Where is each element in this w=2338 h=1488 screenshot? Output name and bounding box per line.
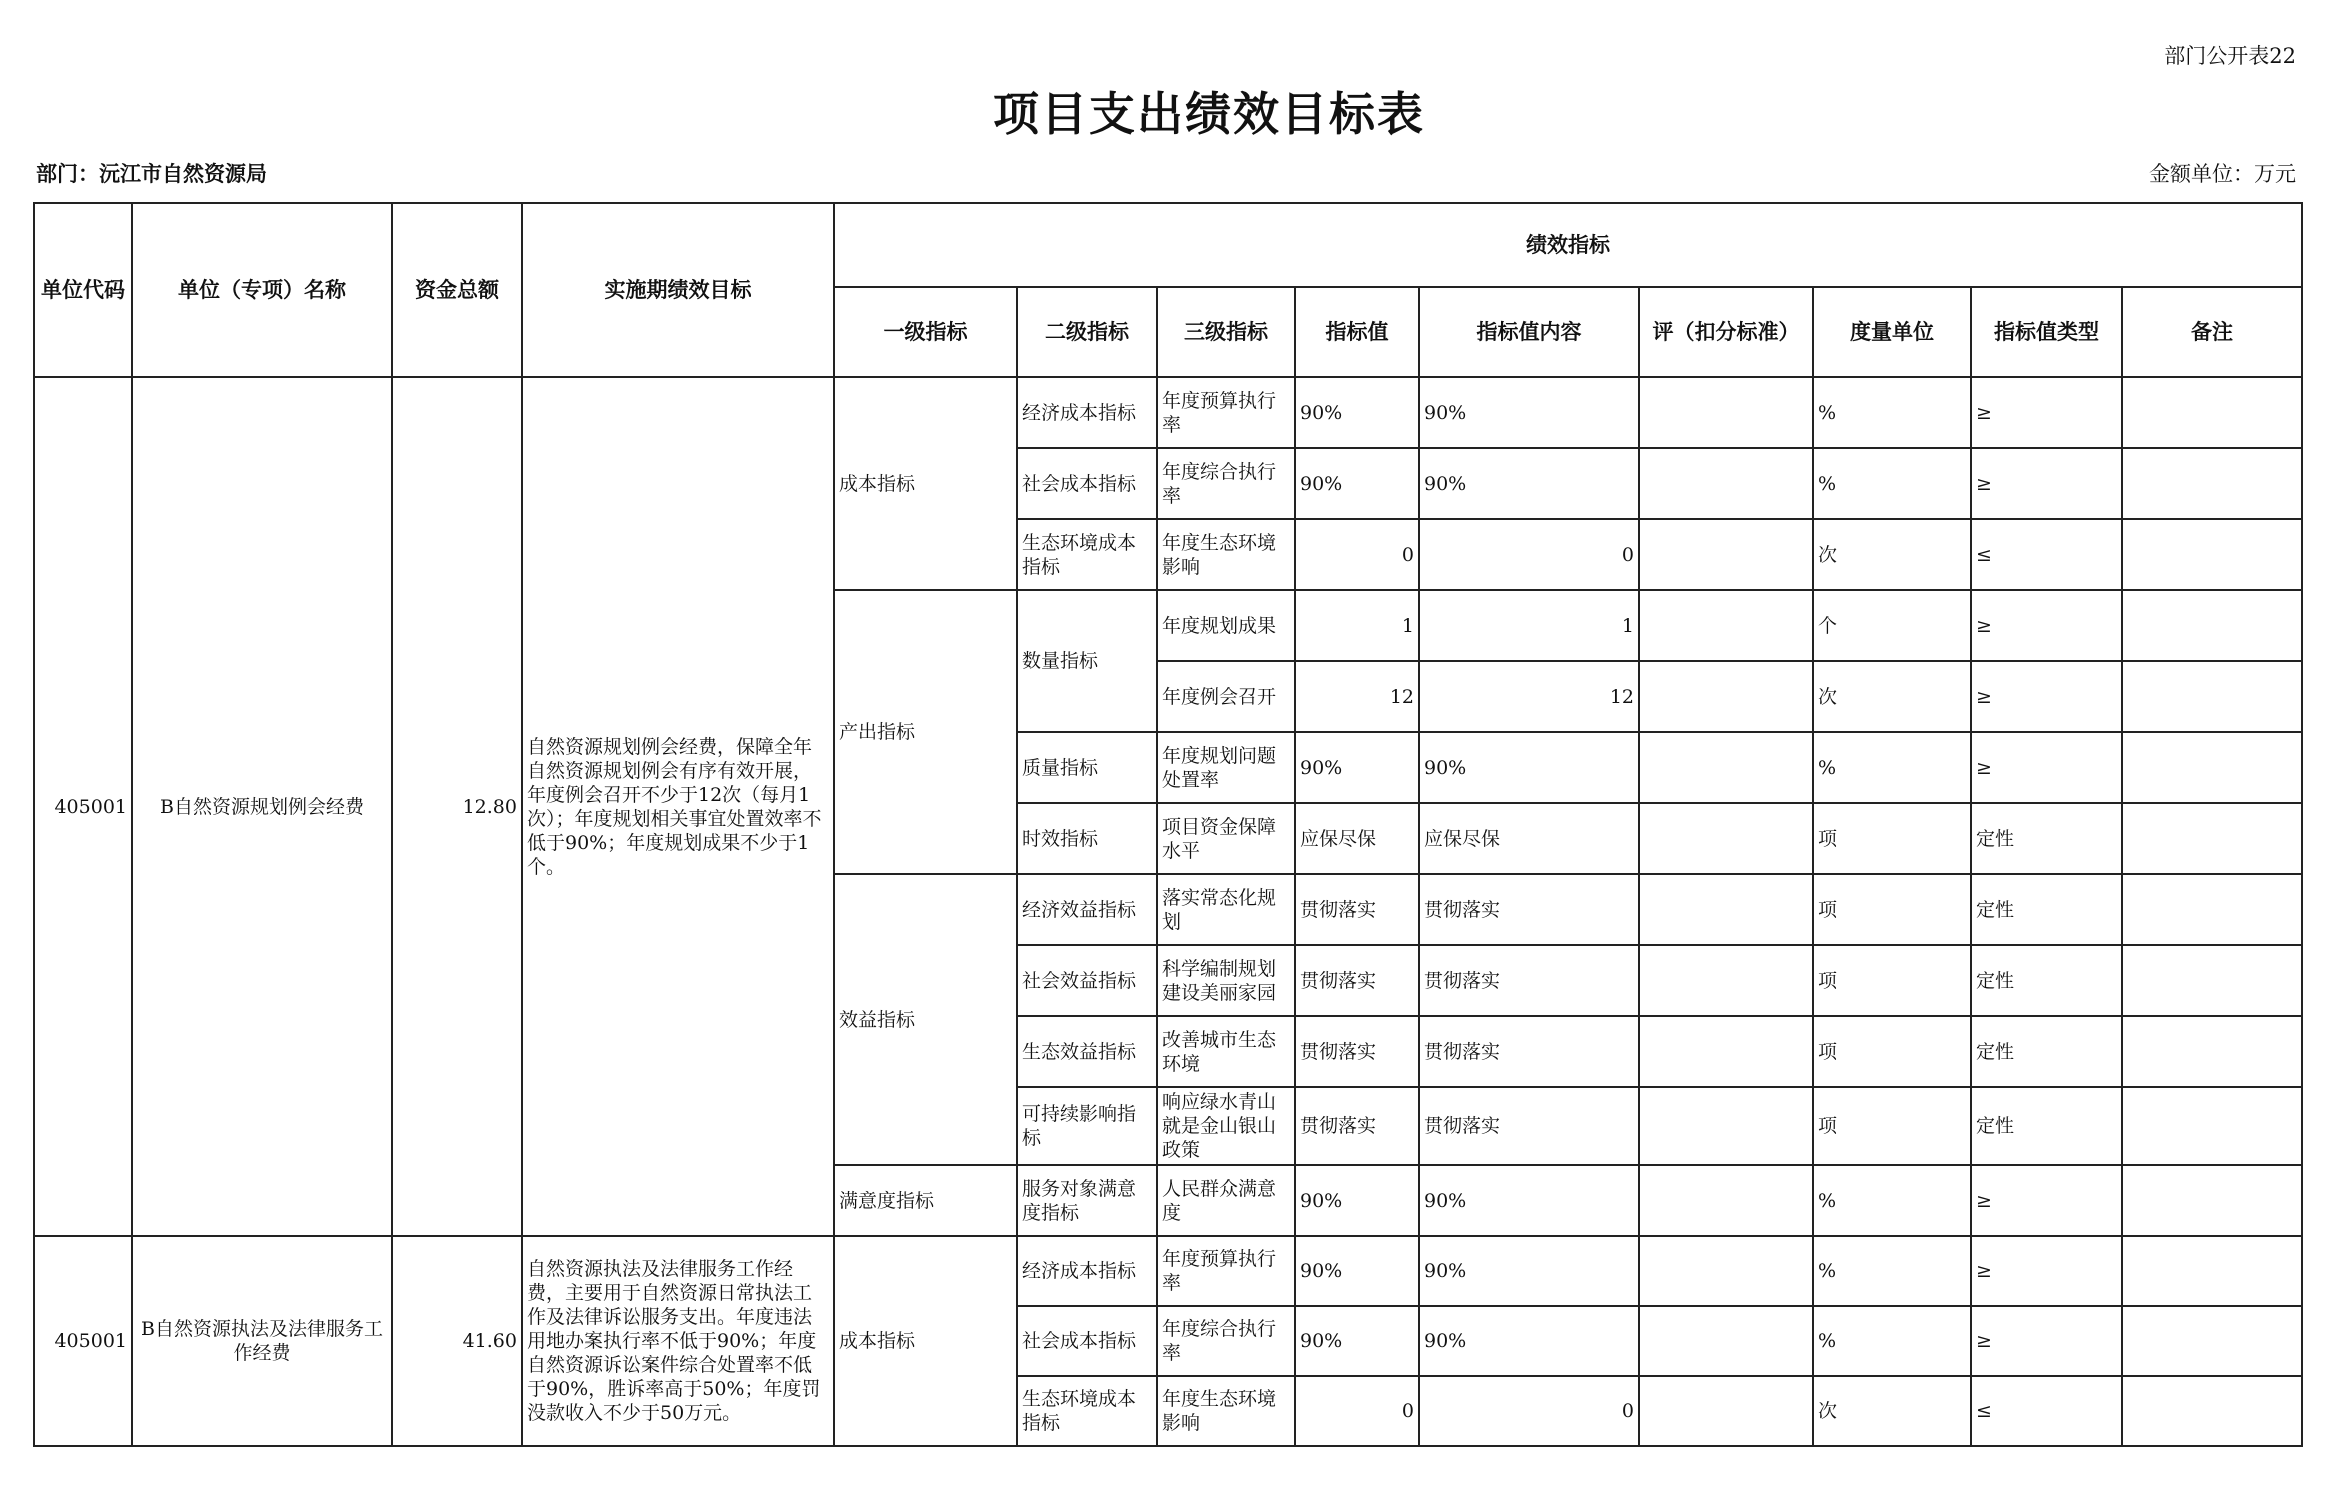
score-standard: [1639, 1016, 1813, 1087]
level2-indicator: 经济成本指标: [1017, 377, 1157, 448]
indicator-value: 贯彻落实: [1295, 945, 1419, 1016]
score-standard: [1639, 1236, 1813, 1306]
remark: [2122, 803, 2302, 874]
unit-code: 405001: [34, 377, 132, 1236]
value-type: ≥: [1971, 1236, 2122, 1306]
value-type: ≥: [1971, 1306, 2122, 1376]
header-content: 指标值内容: [1419, 287, 1639, 377]
value-type: ≥: [1971, 1165, 2122, 1236]
performance-goal: 自然资源执法及法律服务工作经费，主要用于自然资源日常执法工作及法律诉讼服务支出。年度违法用地办案执行率不低于90%；年度自然资源诉讼案件综合处置率不低于90%，胜诉率高于50%；年度罚没款收入不少于50万元。: [522, 1236, 834, 1446]
measure-unit: %: [1813, 1165, 1971, 1236]
form-number: 部门公开表22: [2164, 44, 2296, 68]
score-standard: [1639, 377, 1813, 448]
indicator-content: 90%: [1419, 1165, 1639, 1236]
remark: [2122, 1306, 2302, 1376]
value-type: 定性: [1971, 1087, 2122, 1165]
header-value-type: 指标值类型: [1971, 287, 2122, 377]
indicator-value: 0: [1295, 1376, 1419, 1446]
header-name: 单位（专项）名称: [132, 203, 392, 377]
value-type: ≥: [1971, 590, 2122, 661]
level1-indicator: 成本指标: [834, 1236, 1017, 1446]
indicator-value: 贯彻落实: [1295, 874, 1419, 945]
value-type: ≥: [1971, 661, 2122, 732]
performance-table: [33, 202, 2303, 1447]
header-level3: 三级指标: [1157, 287, 1295, 377]
table-row: [34, 1236, 2302, 1306]
measure-unit: 次: [1813, 1376, 1971, 1446]
performance-goal: 自然资源规划例会经费，保障全年自然资源规划例会有序有效开展，年度例会召开不少于12次（每月1次）；年度规划相关事宜处置效率不低于90%；年度规划成果不少于1个。: [522, 377, 834, 1236]
indicator-value: 0: [1295, 519, 1419, 590]
header-total: 资金总额: [392, 203, 522, 377]
project-name: B自然资源规划例会经费: [132, 377, 392, 1236]
score-standard: [1639, 803, 1813, 874]
level3-indicator: 年度规划问题处置率: [1157, 732, 1295, 803]
remark: [2122, 732, 2302, 803]
indicator-value: 90%: [1295, 1236, 1419, 1306]
amount-unit-label: 金额单位：万元: [2149, 162, 2296, 186]
header-measure: 度量单位: [1813, 287, 1971, 377]
level3-indicator: 响应绿水青山就是金山银山政策: [1157, 1087, 1295, 1165]
indicator-value: 贯彻落实: [1295, 1016, 1419, 1087]
level3-indicator: 改善城市生态环境: [1157, 1016, 1295, 1087]
indicator-content: 90%: [1419, 377, 1639, 448]
indicator-content: 12: [1419, 661, 1639, 732]
level3-indicator: 年度规划成果: [1157, 590, 1295, 661]
remark: [2122, 448, 2302, 519]
measure-unit: %: [1813, 732, 1971, 803]
header-goal: 实施期绩效目标: [522, 203, 834, 377]
value-type: 定性: [1971, 874, 2122, 945]
level3-indicator: 科学编制规划建设美丽家园: [1157, 945, 1295, 1016]
header-score: 评（扣分标准）: [1639, 287, 1813, 377]
measure-unit: 个: [1813, 590, 1971, 661]
measure-unit: 次: [1813, 661, 1971, 732]
remark: [2122, 874, 2302, 945]
level2-indicator: 社会效益指标: [1017, 945, 1157, 1016]
level2-indicator: 服务对象满意度指标: [1017, 1165, 1157, 1236]
score-standard: [1639, 1087, 1813, 1165]
remark: [2122, 519, 2302, 590]
score-standard: [1639, 590, 1813, 661]
indicator-content: 0: [1419, 1376, 1639, 1446]
level2-indicator: 社会成本指标: [1017, 448, 1157, 519]
remark: [2122, 377, 2302, 448]
fund-total: 41.60: [392, 1236, 522, 1446]
measure-unit: %: [1813, 448, 1971, 519]
level1-indicator: 产出指标: [834, 590, 1017, 874]
indicator-value: 90%: [1295, 377, 1419, 448]
indicator-content: 贯彻落实: [1419, 945, 1639, 1016]
value-type: 定性: [1971, 945, 2122, 1016]
indicator-value: 应保尽保: [1295, 803, 1419, 874]
page-title: 项目支出绩效目标表: [993, 87, 1425, 141]
header-code: 单位代码: [34, 203, 132, 377]
value-type: 定性: [1971, 803, 2122, 874]
level2-indicator: 经济效益指标: [1017, 874, 1157, 945]
remark: [2122, 1236, 2302, 1306]
level2-indicator: 生态环境成本指标: [1017, 1376, 1157, 1446]
indicator-value: 90%: [1295, 448, 1419, 519]
level1-indicator: 满意度指标: [834, 1165, 1017, 1236]
remark: [2122, 1087, 2302, 1165]
remark: [2122, 661, 2302, 732]
measure-unit: %: [1813, 377, 1971, 448]
indicator-value: 90%: [1295, 1165, 1419, 1236]
measure-unit: %: [1813, 1236, 1971, 1306]
value-type: ≤: [1971, 1376, 2122, 1446]
score-standard: [1639, 1165, 1813, 1236]
level3-indicator: 人民群众满意度: [1157, 1165, 1295, 1236]
level1-indicator: 成本指标: [834, 377, 1017, 590]
indicator-content: 90%: [1419, 732, 1639, 803]
header-value: 指标值: [1295, 287, 1419, 377]
indicator-content: 应保尽保: [1419, 803, 1639, 874]
value-type: ≥: [1971, 732, 2122, 803]
indicator-content: 90%: [1419, 448, 1639, 519]
table-row: [34, 377, 2302, 448]
level3-indicator: 年度例会召开: [1157, 661, 1295, 732]
measure-unit: 项: [1813, 1016, 1971, 1087]
score-standard: [1639, 1376, 1813, 1446]
remark: [2122, 1016, 2302, 1087]
remark: [2122, 1376, 2302, 1446]
score-standard: [1639, 1306, 1813, 1376]
indicator-content: 90%: [1419, 1306, 1639, 1376]
unit-code: 405001: [34, 1236, 132, 1446]
indicator-value: 90%: [1295, 732, 1419, 803]
level2-indicator: 生态效益指标: [1017, 1016, 1157, 1087]
level3-indicator: 落实常态化规划: [1157, 874, 1295, 945]
value-type: 定性: [1971, 1016, 2122, 1087]
indicator-content: 0: [1419, 519, 1639, 590]
score-standard: [1639, 448, 1813, 519]
indicator-content: 贯彻落实: [1419, 1087, 1639, 1165]
remark: [2122, 945, 2302, 1016]
level2-indicator: 时效指标: [1017, 803, 1157, 874]
score-standard: [1639, 519, 1813, 590]
level2-indicator: 可持续影响指标: [1017, 1087, 1157, 1165]
level2-indicator: 社会成本指标: [1017, 1306, 1157, 1376]
level2-indicator: 经济成本指标: [1017, 1236, 1157, 1306]
indicator-value: 贯彻落实: [1295, 1087, 1419, 1165]
level2-indicator: 生态环境成本指标: [1017, 519, 1157, 590]
indicator-content: 贯彻落实: [1419, 1016, 1639, 1087]
header-level1: 一级指标: [834, 287, 1017, 377]
indicator-value: 1: [1295, 590, 1419, 661]
value-type: ≥: [1971, 448, 2122, 519]
value-type: ≥: [1971, 377, 2122, 448]
measure-unit: 项: [1813, 1087, 1971, 1165]
score-standard: [1639, 661, 1813, 732]
level2-indicator: 质量指标: [1017, 732, 1157, 803]
level3-indicator: 年度生态环境影响: [1157, 1376, 1295, 1446]
level3-indicator: 年度生态环境影响: [1157, 519, 1295, 590]
project-name: B自然资源执法及法律服务工作经费: [132, 1236, 392, 1446]
level3-indicator: 项目资金保障水平: [1157, 803, 1295, 874]
remark: [2122, 590, 2302, 661]
header-remark: 备注: [2122, 287, 2302, 377]
score-standard: [1639, 945, 1813, 1016]
measure-unit: %: [1813, 1306, 1971, 1376]
score-standard: [1639, 874, 1813, 945]
indicator-value: 90%: [1295, 1306, 1419, 1376]
remark: [2122, 1165, 2302, 1236]
score-standard: [1639, 732, 1813, 803]
level3-indicator: 年度综合执行率: [1157, 1306, 1295, 1376]
indicator-content: 90%: [1419, 1236, 1639, 1306]
header-performance: 绩效指标: [834, 203, 2302, 287]
value-type: ≤: [1971, 519, 2122, 590]
indicator-value: 12: [1295, 661, 1419, 732]
measure-unit: 项: [1813, 874, 1971, 945]
level2-indicator: 数量指标: [1017, 590, 1157, 732]
measure-unit: 项: [1813, 945, 1971, 1016]
measure-unit: 次: [1813, 519, 1971, 590]
level3-indicator: 年度预算执行率: [1157, 377, 1295, 448]
level1-indicator: 效益指标: [834, 874, 1017, 1165]
indicator-content: 贯彻落实: [1419, 874, 1639, 945]
fund-total: 12.80: [392, 377, 522, 1236]
measure-unit: 项: [1813, 803, 1971, 874]
indicator-content: 1: [1419, 590, 1639, 661]
department-label: 部门：沅江市自然资源局: [36, 162, 267, 186]
level3-indicator: 年度综合执行率: [1157, 448, 1295, 519]
header-level2: 二级指标: [1017, 287, 1157, 377]
level3-indicator: 年度预算执行率: [1157, 1236, 1295, 1306]
